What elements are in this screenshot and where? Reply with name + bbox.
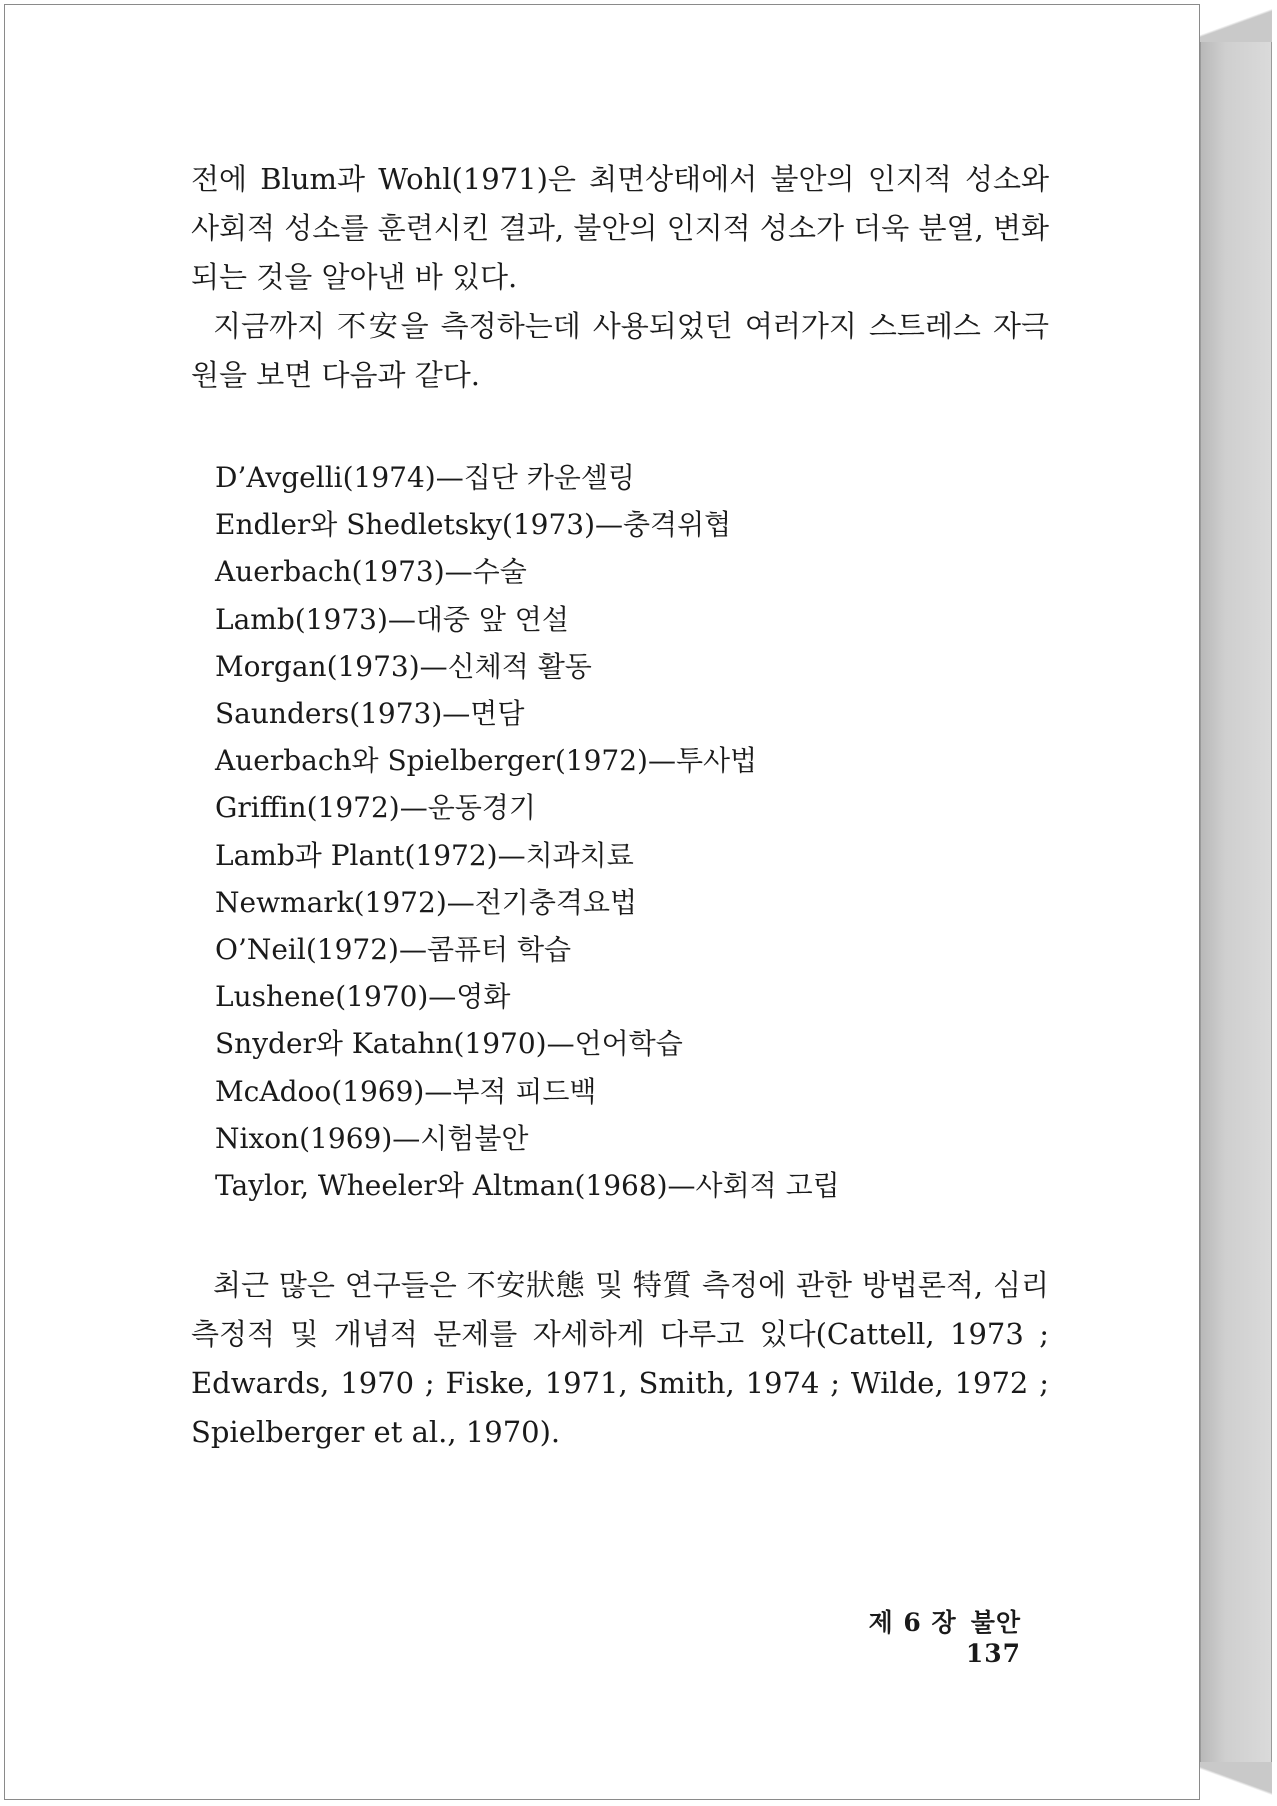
list-item: Auerbach와 Spielberger(1972)—투사법	[215, 744, 758, 778]
footer-chapter-title: 불안	[970, 1608, 1021, 1637]
list-item: Lushene(1970)—영화	[215, 980, 511, 1014]
page-stack-corner-top	[1200, 4, 1272, 42]
list-item: Taylor, Wheeler와 Altman(1968)—사회적 고립	[215, 1169, 840, 1203]
page	[4, 4, 1200, 1800]
paragraph-hypnosis-study: 전에 Blum과 Wohl(1971)은 최면상태에서 불안의 인지적 성소와 사회적 성소를 훈련시킨 결과, 불안의 인지적 성소가 더욱 분열, 변화되는 것을 알아낸 바 있다.	[191, 162, 1049, 294]
list-item: Newmark(1972)—전기충격요법	[215, 885, 638, 919]
list-item: Nixon(1969)—시험불안	[215, 1121, 529, 1155]
list-item: Endler와 Shedletsky(1973)—충격위협	[215, 508, 732, 542]
list-item: D’Avgelli(1974)—집단 카운셀링	[215, 461, 635, 494]
page-stack-edge	[1200, 4, 1272, 1800]
list-item: Lamb(1973)—대중 앞 연설	[215, 602, 569, 636]
running-footer	[805, 1603, 1021, 1668]
paragraph-stress-sources-intro: 지금까지 不安을 측정하는데 사용되었던 여러가지 스트레스 자극원을 보면 다음과 같다.	[191, 309, 1049, 392]
list-item: Saunders(1973)—면담	[215, 697, 525, 731]
list-item: McAdoo(1969)—부적 피드백	[215, 1074, 597, 1108]
stress-source-list	[215, 454, 1049, 1209]
list-item: Lamb과 Plant(1972)—치과치료	[215, 838, 634, 872]
list-item: Griffin(1972)—운동경기	[215, 791, 536, 825]
footer-chapter: 제 6 장	[868, 1608, 957, 1637]
list-item: Snyder와 Katahn(1970)—언어학습	[215, 1027, 683, 1061]
page-body	[191, 155, 1049, 1457]
list-item: Auerbach(1973)—수술	[215, 555, 527, 589]
page-number: 137	[965, 1639, 1021, 1668]
list-item: Morgan(1973)—신체적 활동	[215, 649, 592, 683]
page-stack-corner-bottom	[1200, 1762, 1272, 1800]
list-item: O’Neil(1972)—콤퓨터 학습	[215, 933, 572, 967]
paragraph-measurement-issues: 최근 많은 연구들은 不安狀態 및 特質 측정에 관한 방법론적, 심리측정적 및 개념적 문제를 자세하게 다루고 있다(Cattell, 1973 ; Edwards, 1970 ; Fiske, 1971, Smith, 1974 ; Wilde, 1972 ; Spielberger et al., 1970).	[191, 1268, 1049, 1450]
